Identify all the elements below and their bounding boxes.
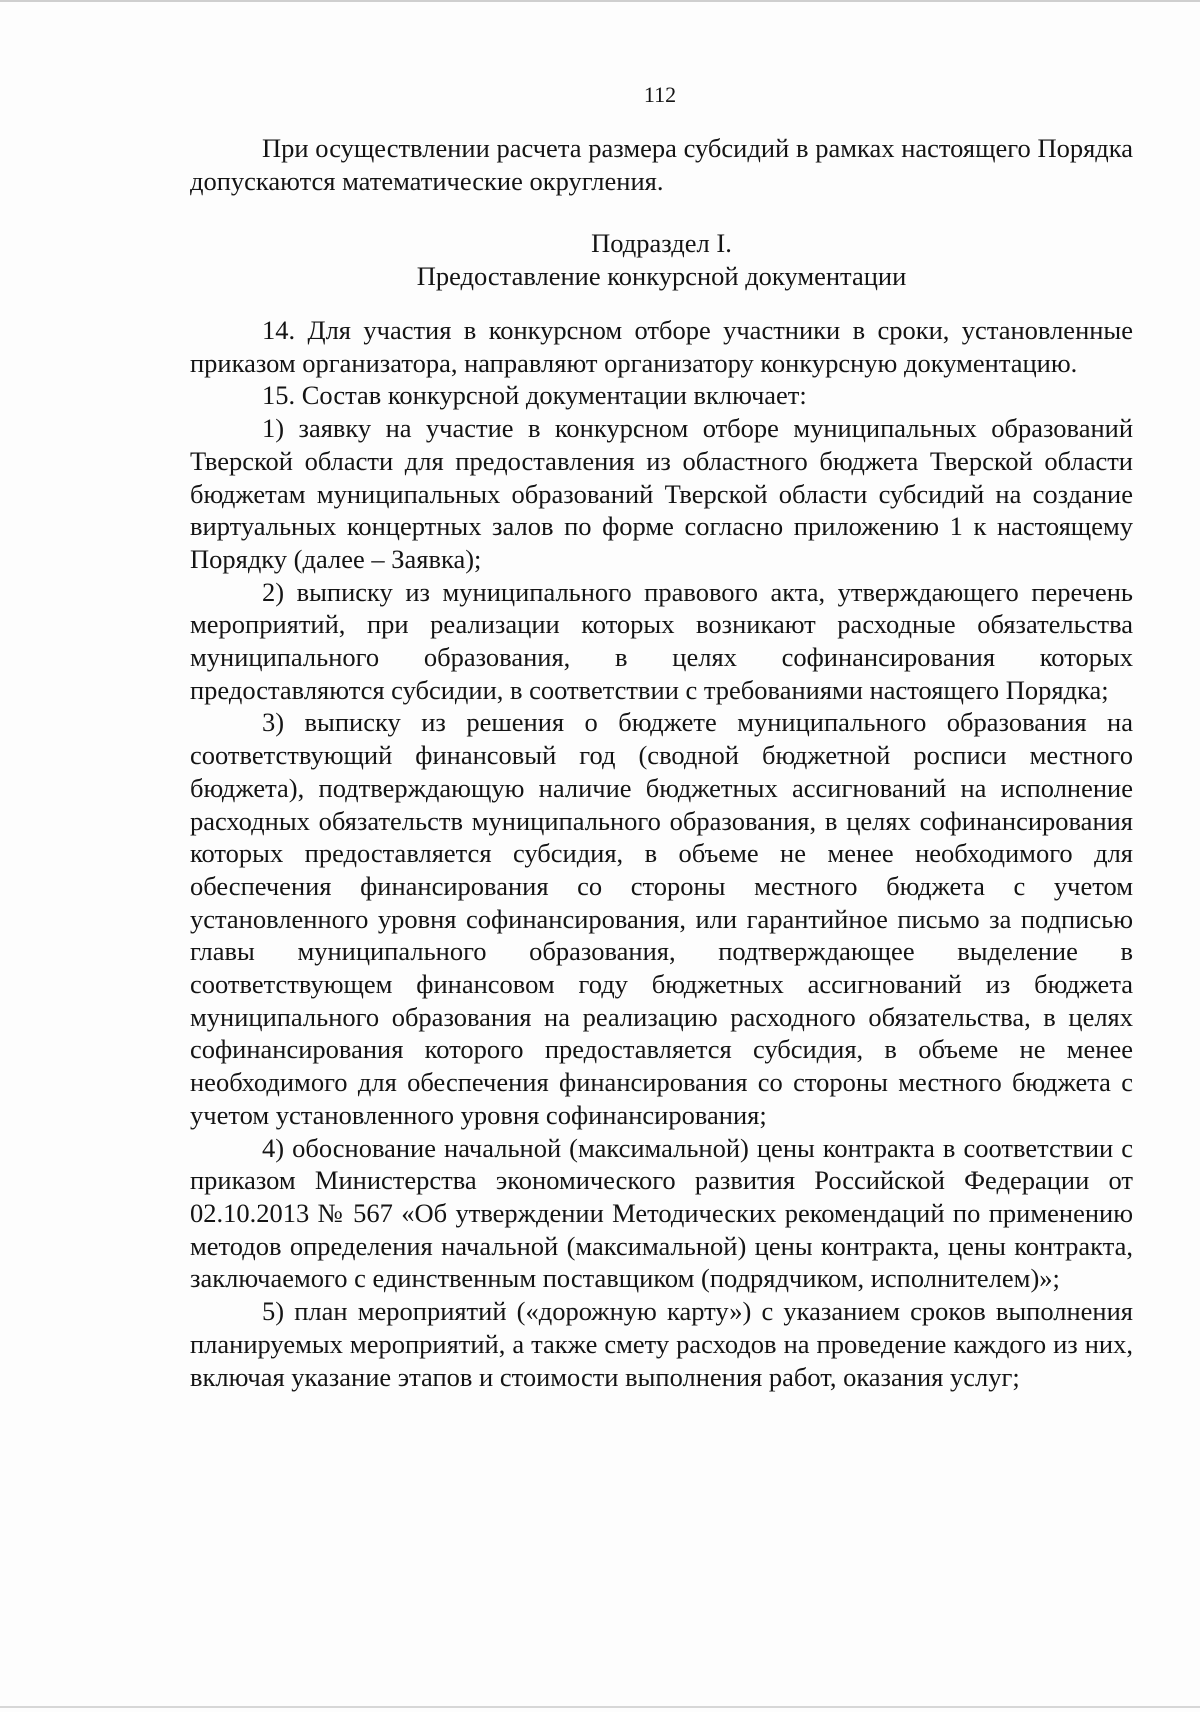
subsection-label: Подраздел I. — [591, 228, 732, 258]
paragraph-14: 14. Для участия в конкурсном отборе участники в сроки, установленные приказом организатора, направляют организатору конкурсную документацию. — [190, 315, 1133, 378]
list-item-3: 3) выписку из решения о бюджете муниципального образования на соответствующий финансовый год (сводной бюджетной росписи местного бюджета), подтверждающую наличие бюджетных ассигнований на исполнение расходных обязательств муниципального образования, в целях софинансирования которых предоставляется субсидия, в объеме не менее необходимого для обеспечения финансирования со стороны местного бюджета с учетом установленного уровня софинансирования, или гарантийное письмо за подписью главы муниципального образования, подтверждающее выделение в соответствующем финансовом году бюджетных ассигнований из бюджета муниципального образования на реализацию расходного обязательства, в целях софинансирования которого предоставляется субсидия, в объеме не менее необходимого для обеспечения финансирования со стороны местного бюджета с учетом установленного уровня софинансирования; — [190, 707, 1133, 1130]
scan-edge-bottom — [0, 1706, 1200, 1708]
subsection-heading — [190, 227, 1133, 292]
paragraph-15: 15. Состав конкурсной документации включает: — [262, 380, 807, 411]
body-text — [190, 314, 1133, 1393]
intro-block — [190, 132, 1133, 197]
page-number: 112 — [643, 82, 677, 107]
list-item-4: 4) обоснование начальной (максимальной) цены контракта в соответствии с приказом Министерства экономического развития Российской Федерации от 02.10.2013 № 567 «Об утверждении Методических рекомендаций по применению методов определения начальной (максимальной) цены контракта, цены контракта, заключаемого с единственным поставщиком (подрядчиком, исполнителем)»; — [190, 1132, 1133, 1294]
list-item-1: 1) заявку на участие в конкурсном отборе муниципальных образований Тверской области для предоставления из областного бюджета Тверской области бюджетам муниципальных образований Тверской области субсидий на создание виртуальных концертных залов по форме согласно приложению 1 к настоящему Порядку (далее – Заявка); — [190, 413, 1133, 574]
list-item-2: 2) выписку из муниципального правового акта, утверждающего перечень мероприятий, при реализации которых возникают расходные обязательства муниципального образования, в целях софинансирования которых предоставляются субсидии, в соответствии с требованиями настоящего Порядка; — [190, 576, 1133, 705]
intro-paragraph: При осуществлении расчета размера субсидий в рамках настоящего Порядка допускаются математические округления. — [190, 133, 1133, 196]
subsection-title: Предоставление конкурсной документации — [416, 260, 907, 291]
list-item-5: 5) план мероприятий («дорожную карту») с указанием сроков выполнения планируемых мероприятий, а также смету расходов на проведение каждого из них, включая указание этапов и стоимости выполнения работ, оказания услуг; — [190, 1296, 1133, 1392]
scan-edge-top — [0, 0, 1200, 2]
